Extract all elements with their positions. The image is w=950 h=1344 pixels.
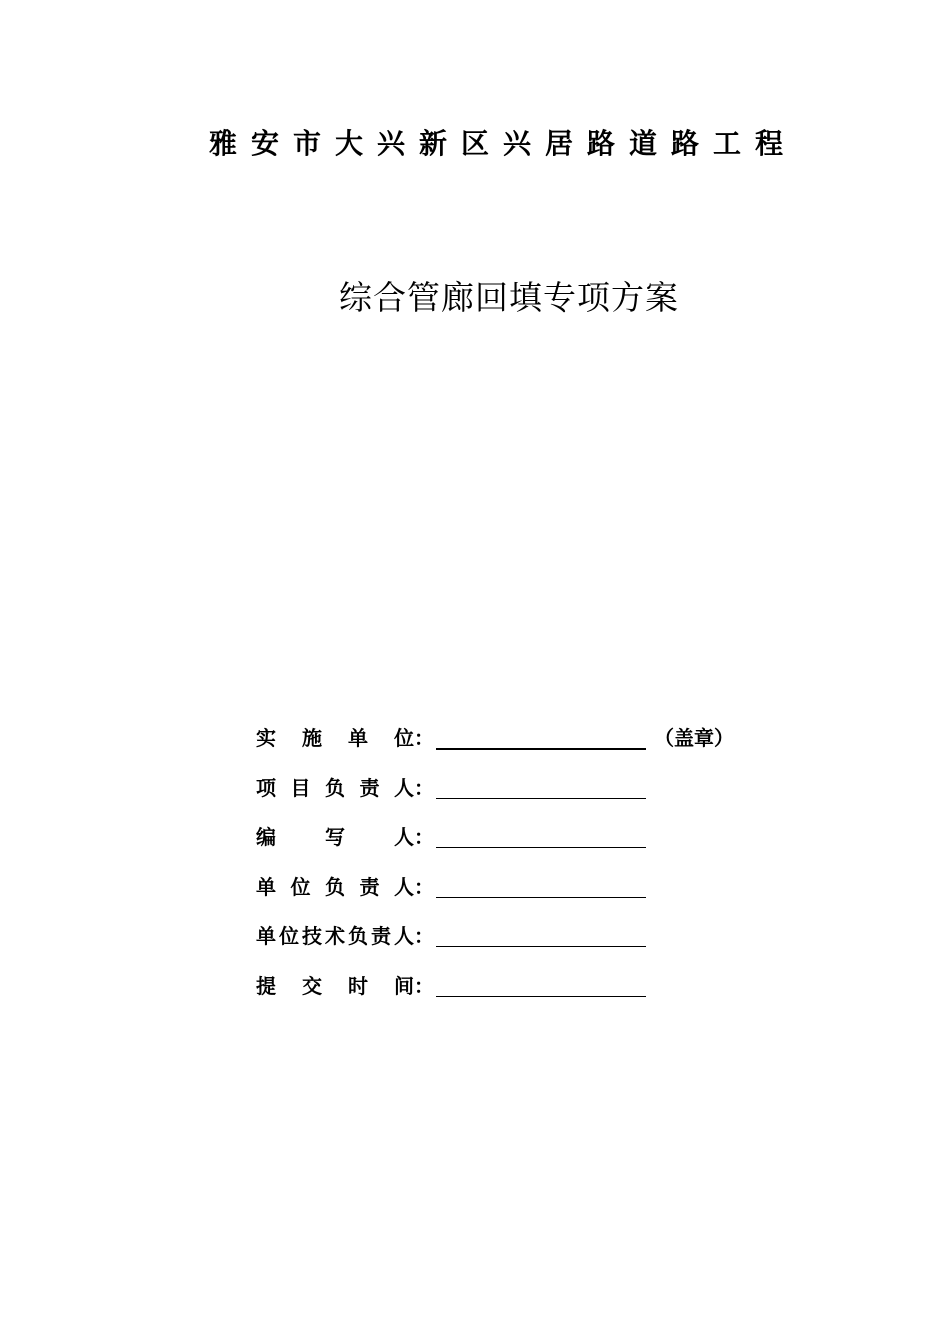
form-row-unit-head bbox=[256, 871, 756, 921]
implementing-unit-field[interactable] bbox=[436, 722, 646, 750]
author-label-text: 编写人 bbox=[256, 825, 414, 849]
label-colon: ： bbox=[414, 825, 434, 849]
technical-head-field[interactable] bbox=[436, 920, 646, 947]
form-row-technical-head bbox=[256, 920, 756, 970]
project-manager-label bbox=[256, 772, 434, 804]
form-row-implementing-unit bbox=[256, 722, 756, 772]
seal-note: （盖章） bbox=[654, 726, 734, 750]
author-label bbox=[256, 821, 434, 853]
unit-head-field[interactable] bbox=[436, 871, 646, 898]
implementing-unit-label bbox=[256, 722, 434, 754]
form-row-submission-time bbox=[256, 970, 756, 1020]
project-manager-label-text: 项目负责人 bbox=[256, 775, 414, 800]
technical-head-label bbox=[256, 920, 434, 952]
implementing-unit-label-text: 实施单位 bbox=[256, 726, 414, 750]
label-colon: ： bbox=[414, 924, 434, 948]
label-colon: ： bbox=[414, 874, 434, 899]
form-row-author bbox=[256, 821, 756, 871]
project-manager-field[interactable] bbox=[436, 772, 646, 799]
submission-time-label bbox=[256, 970, 434, 1002]
author-field[interactable] bbox=[436, 821, 646, 848]
submission-time-field[interactable] bbox=[436, 970, 646, 997]
label-colon: ： bbox=[414, 973, 434, 998]
technical-head-label-text: 单位技术负责人 bbox=[256, 924, 414, 948]
submission-time-label-text: 提交时间 bbox=[256, 973, 414, 998]
project-title: 雅安市大兴新区兴居路道路工程 bbox=[208, 127, 797, 160]
document-title: 综合管廊回填专项方案 bbox=[339, 278, 679, 317]
form-row-project-manager bbox=[256, 772, 756, 822]
label-colon: ： bbox=[414, 775, 434, 800]
signature-form bbox=[256, 722, 756, 1019]
label-colon: ： bbox=[414, 726, 434, 750]
unit-head-label-text: 单位负责人 bbox=[256, 874, 414, 899]
unit-head-label bbox=[256, 871, 434, 903]
